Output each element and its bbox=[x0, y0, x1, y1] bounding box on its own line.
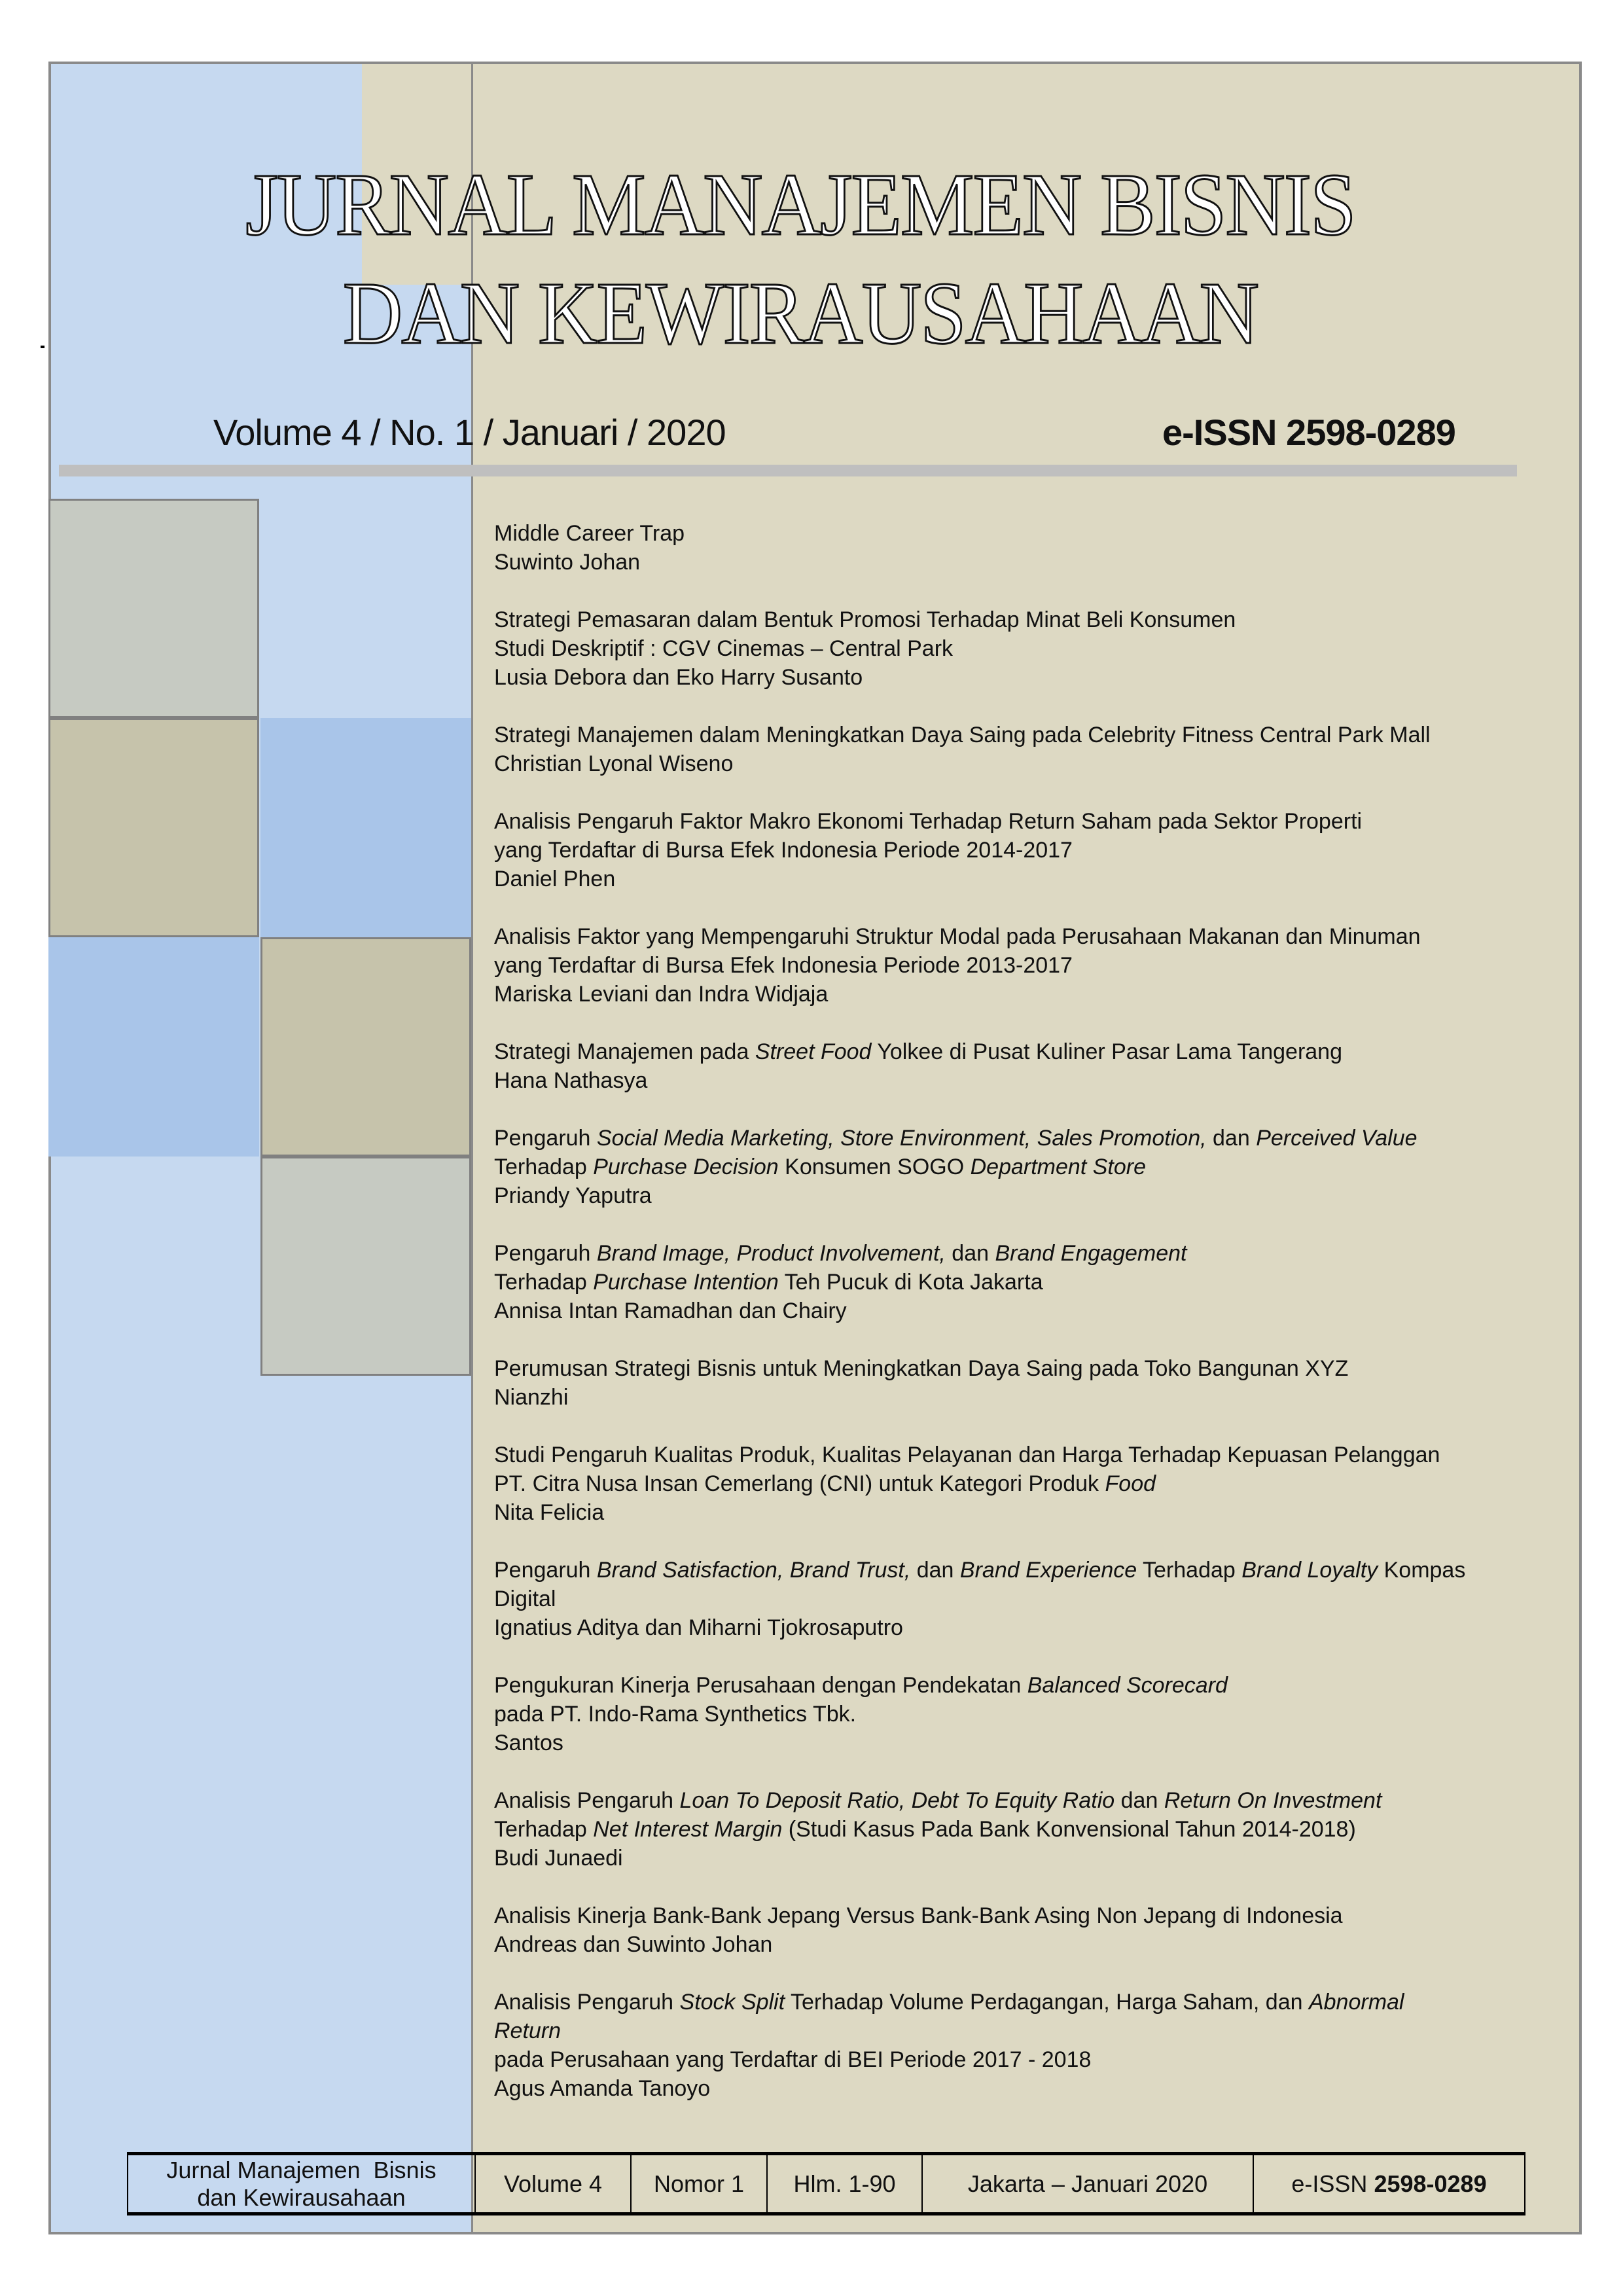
text-segment: Nita Felicia bbox=[494, 1500, 605, 1525]
text-segment: yang Terdaftar di Bursa Efek Indonesia Periode 2013-2017 bbox=[494, 953, 1073, 978]
text-segment: Teh Pucuk di Kota Jakarta bbox=[778, 1270, 1043, 1295]
text-segment: Suwinto Johan bbox=[494, 550, 641, 575]
article-entry bbox=[494, 1441, 1574, 1527]
italic-term: Return On Investment bbox=[1164, 1788, 1382, 1813]
text-segment: PT. Citra Nusa Insan Cemerlang (CNI) untuk Kategori Produk bbox=[494, 1471, 1105, 1496]
article-authors bbox=[494, 980, 1574, 1009]
article-entry bbox=[494, 519, 1574, 577]
article-title-line bbox=[494, 1469, 1574, 1498]
article-authors bbox=[494, 2074, 1574, 2103]
article-entry bbox=[494, 807, 1574, 893]
article-authors bbox=[494, 1498, 1574, 1527]
footer-volume: Volume 4 bbox=[476, 2155, 632, 2212]
italic-term: Balanced Scorecard bbox=[1027, 1673, 1228, 1698]
article-authors bbox=[494, 1383, 1574, 1412]
article-entry bbox=[494, 1901, 1574, 1959]
text-segment: Digital bbox=[494, 1587, 556, 1611]
article-title-line bbox=[494, 1700, 1574, 1729]
footer-place-date: Jakarta – Januari 2020 bbox=[923, 2155, 1254, 2212]
text-segment: dan bbox=[945, 1241, 995, 1266]
text-segment: dan bbox=[1206, 1126, 1257, 1151]
article-title-line bbox=[494, 2045, 1574, 2074]
footer-issn-label: e-ISSN bbox=[1291, 2170, 1368, 2197]
article-title-line bbox=[494, 1988, 1574, 2017]
italic-term: Brand Loyalty bbox=[1241, 1558, 1378, 1583]
text-segment: Studi Deskriptif : CGV Cinemas – Central Park bbox=[494, 636, 954, 661]
text-segment: Nianzhi bbox=[494, 1385, 569, 1410]
italic-term: Street Food bbox=[755, 1039, 872, 1064]
text-segment: pada Perusahaan yang Terdaftar di BEI Periode 2017 - 2018 bbox=[494, 2047, 1092, 2072]
article-title-line bbox=[494, 1153, 1574, 1181]
italic-term: Stock Split bbox=[679, 1990, 785, 2015]
italic-term: Social Media Marketing, Store Environment, Sales Promotion, bbox=[596, 1126, 1207, 1151]
footer-info-table bbox=[127, 2152, 1525, 2215]
article-entry bbox=[494, 1786, 1574, 1873]
text-segment: Analisis Pengaruh bbox=[494, 1788, 680, 1813]
text-segment: pada PT. Indo-Rama Synthetics Tbk. bbox=[494, 1702, 857, 1727]
italic-term: Department Store bbox=[970, 1155, 1146, 1179]
article-authors bbox=[494, 1930, 1574, 1959]
text-segment: Terhadap bbox=[1137, 1558, 1242, 1583]
italic-term: Brand Engagement bbox=[995, 1241, 1187, 1266]
italic-term: Food bbox=[1105, 1471, 1156, 1496]
footer-journal-line1: Jurnal Manajemen Bisnis bbox=[166, 2156, 437, 2183]
article-title-line bbox=[494, 1556, 1574, 1585]
article-entry bbox=[494, 1239, 1574, 1325]
decor-square-gray bbox=[260, 1157, 471, 1376]
text-segment: Studi Pengaruh Kualitas Produk, Kualitas Pelayanan dan Harga Terhadap Kepuasan Pelanggan bbox=[494, 1443, 1440, 1467]
footer-pages: Hlm. 1-90 bbox=[768, 2155, 923, 2212]
footer-issn bbox=[1254, 2155, 1525, 2212]
text-segment: Analisis Pengaruh Faktor Makro Ekonomi Terhadap Return Saham pada Sektor Properti bbox=[494, 809, 1363, 834]
text-segment: Ignatius Aditya dan Miharni Tjokrosaputro bbox=[494, 1615, 903, 1640]
article-authors bbox=[494, 1297, 1574, 1325]
article-title-line bbox=[494, 1239, 1574, 1268]
decor-square-blue bbox=[260, 718, 471, 937]
text-segment: Strategi Manajemen dalam Meningkatkan Daya Saing pada Celebrity Fitness Central Park Mall bbox=[494, 723, 1431, 747]
journal-title-line1: JURNAL MANAJEMEN BISNIS bbox=[245, 156, 1355, 254]
text-segment: Hana Nathasya bbox=[494, 1068, 648, 1093]
text-segment: Priandy Yaputra bbox=[494, 1183, 652, 1208]
text-segment: dan bbox=[1115, 1788, 1164, 1813]
article-title-line bbox=[494, 807, 1574, 836]
article-title-line bbox=[494, 1671, 1574, 1700]
article-entry bbox=[494, 1988, 1574, 2103]
text-segment: Agus Amanda Tanoyo bbox=[494, 2076, 711, 2101]
text-segment: Pengukuran Kinerja Perusahaan dengan Pendekatan bbox=[494, 1673, 1027, 1698]
footer-issn-value: 2598-0289 bbox=[1374, 2170, 1487, 2197]
italic-term: Loan To Deposit Ratio, Debt To Equity Ratio bbox=[679, 1788, 1115, 1813]
italic-term: Return bbox=[494, 2018, 562, 2043]
text-segment: Pengaruh bbox=[494, 1558, 597, 1583]
journal-title-line2: DAN KEWIRAUSAHAAN bbox=[342, 264, 1258, 363]
divider-bar bbox=[59, 465, 1517, 476]
italic-term: Net Interest Margin bbox=[593, 1817, 783, 1842]
article-authors bbox=[494, 548, 1574, 577]
italic-term: Perceived Value bbox=[1256, 1126, 1418, 1151]
footer-journal-name bbox=[127, 2155, 476, 2212]
article-entry bbox=[494, 922, 1574, 1009]
article-title-line bbox=[494, 1786, 1574, 1815]
text-segment: Pengaruh bbox=[494, 1126, 597, 1151]
article-authors bbox=[494, 1613, 1574, 1642]
text-segment: Pengaruh bbox=[494, 1241, 597, 1266]
text-segment: Mariska Leviani dan Indra Widjaja bbox=[494, 982, 829, 1007]
text-segment: Terhadap bbox=[494, 1155, 594, 1179]
article-entry bbox=[494, 1671, 1574, 1757]
article-title-line bbox=[494, 1815, 1574, 1844]
text-segment: Konsumen SOGO bbox=[778, 1155, 971, 1179]
article-title-line bbox=[494, 1354, 1574, 1383]
table-of-contents bbox=[494, 519, 1574, 2132]
article-title-line bbox=[494, 922, 1574, 951]
italic-term: Purchase Decision bbox=[593, 1155, 779, 1179]
article-title-line bbox=[494, 1585, 1574, 1613]
italic-term: Brand Image, Product Involvement, bbox=[596, 1241, 946, 1266]
text-segment: Strategi Manajemen pada bbox=[494, 1039, 755, 1064]
decor-square-tan bbox=[260, 937, 471, 1157]
text-segment: Analisis Faktor yang Mempengaruhi Struktur Modal pada Perusahaan Makanan dan Minuman bbox=[494, 924, 1421, 949]
text-segment: Yolkee di Pusat Kuliner Pasar Lama Tangerang bbox=[871, 1039, 1342, 1064]
article-title-line bbox=[494, 951, 1574, 980]
issue-info: Volume 4 / No. 1 / Januari / 2020 bbox=[213, 412, 726, 453]
article-entry bbox=[494, 605, 1574, 692]
article-title-line bbox=[494, 1037, 1574, 1066]
text-segment: Strategi Pemasaran dalam Bentuk Promosi Terhadap Minat Beli Konsumen bbox=[494, 607, 1236, 632]
article-title-line bbox=[494, 634, 1574, 663]
article-authors bbox=[494, 1066, 1574, 1095]
article-authors bbox=[494, 865, 1574, 893]
footer-journal-line2: dan Kewirausahaan bbox=[197, 2183, 406, 2211]
decor-square-tan bbox=[48, 718, 259, 937]
article-entry bbox=[494, 1354, 1574, 1412]
article-authors bbox=[494, 1729, 1574, 1757]
text-segment: yang Terdaftar di Bursa Efek Indonesia Periode 2014-2017 bbox=[494, 838, 1073, 863]
article-title-line bbox=[494, 1124, 1574, 1153]
margin-mark bbox=[41, 346, 45, 348]
article-title-line bbox=[494, 721, 1574, 749]
text-segment: Terhadap Volume Perdagangan, Harga Saham, dan bbox=[785, 1990, 1309, 2015]
article-title-line bbox=[494, 1901, 1574, 1930]
text-segment: Christian Lyonal Wiseno bbox=[494, 751, 734, 776]
text-segment: Annisa Intan Ramadhan dan Chairy bbox=[494, 1299, 847, 1323]
text-segment: Terhadap bbox=[494, 1270, 594, 1295]
text-segment: (Studi Kasus Pada Bank Konvensional Tahun 2014-2018) bbox=[782, 1817, 1356, 1842]
text-segment: Analisis Kinerja Bank-Bank Jepang Versus Bank-Bank Asing Non Jepang di Indonesia bbox=[494, 1903, 1343, 1928]
issn: e-ISSN 2598-0289 bbox=[1162, 412, 1455, 453]
decor-square-blue bbox=[48, 937, 259, 1157]
text-segment: Analisis Pengaruh bbox=[494, 1990, 680, 2015]
article-title-line bbox=[494, 836, 1574, 865]
article-title-line bbox=[494, 605, 1574, 634]
article-authors bbox=[494, 1181, 1574, 1210]
article-authors bbox=[494, 1844, 1574, 1873]
article-entry bbox=[494, 1037, 1574, 1095]
text-segment: Santos bbox=[494, 1731, 563, 1755]
italic-term: Abnormal bbox=[1308, 1990, 1404, 2015]
italic-term: Brand Satisfaction, Brand Trust, bbox=[596, 1558, 911, 1583]
text-segment: Perumusan Strategi Bisnis untuk Meningkatkan Daya Saing pada Toko Bangunan XYZ bbox=[494, 1356, 1349, 1381]
article-entry bbox=[494, 721, 1574, 778]
footer-number: Nomor 1 bbox=[632, 2155, 768, 2212]
article-authors bbox=[494, 663, 1574, 692]
text-segment: Budi Junaedi bbox=[494, 1846, 623, 1871]
text-segment: Andreas dan Suwinto Johan bbox=[494, 1932, 773, 1957]
text-segment: Daniel Phen bbox=[494, 867, 616, 891]
text-segment: dan bbox=[910, 1558, 960, 1583]
decor-square-gray bbox=[48, 499, 259, 718]
text-segment: Kompas bbox=[1378, 1558, 1466, 1583]
article-title-line bbox=[494, 1268, 1574, 1297]
article-title-line bbox=[494, 1441, 1574, 1469]
article-entry bbox=[494, 1124, 1574, 1210]
text-segment: Middle Career Trap bbox=[494, 521, 685, 546]
text-segment: Terhadap bbox=[494, 1817, 594, 1842]
text-segment: Lusia Debora dan Eko Harry Susanto bbox=[494, 665, 863, 690]
article-authors bbox=[494, 749, 1574, 778]
italic-term: Purchase Intention bbox=[593, 1270, 779, 1295]
italic-term: Brand Experience bbox=[959, 1558, 1137, 1583]
article-title-line bbox=[494, 2017, 1574, 2045]
article-entry bbox=[494, 1556, 1574, 1642]
article-title-line bbox=[494, 519, 1574, 548]
